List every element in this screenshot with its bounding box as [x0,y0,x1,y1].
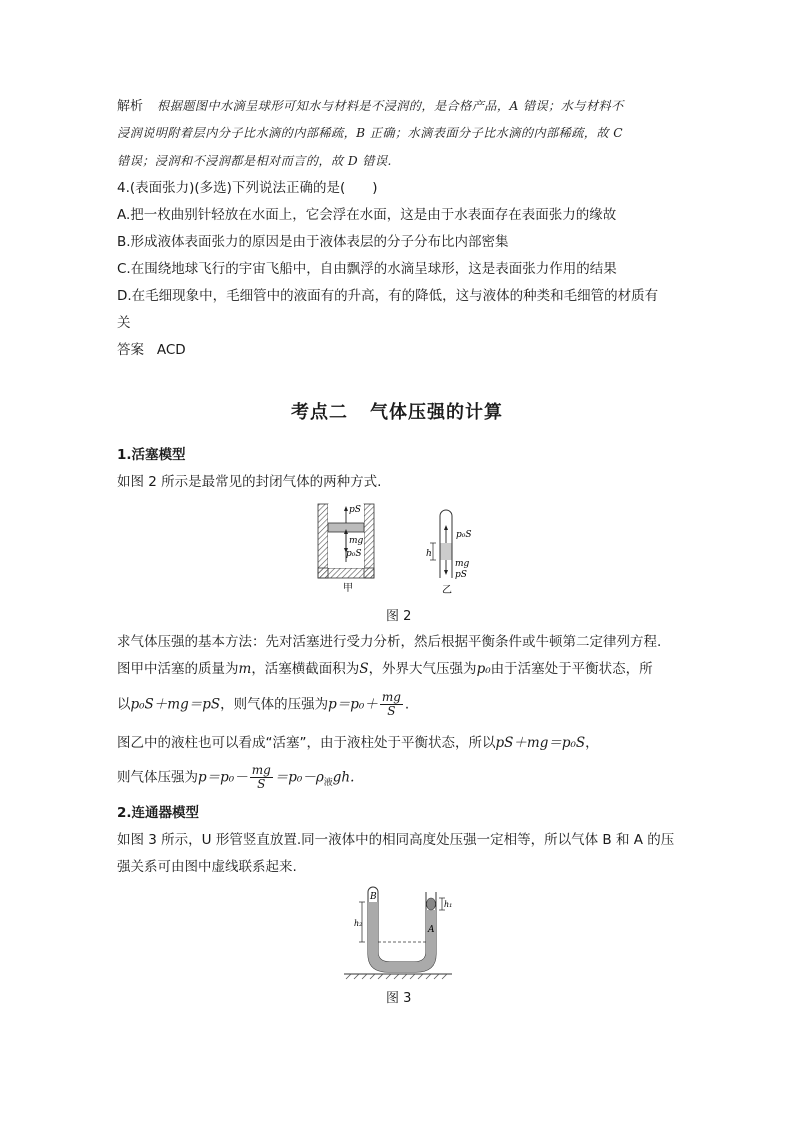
label-mg: mg [349,536,364,546]
piston-para-2: 以p₀S＋mg＝pS，则气体的压强为p＝p₀＋ $\frac{mg}{S}$ . [117,690,410,718]
piston-para-1: 图甲中活塞的质量为m，活塞横截面积为S，外界大气压强为p₀由于活塞处于平衡状态，所 [117,661,653,677]
option-c: C.在围绕地球飞行的宇宙飞船中，自由飘浮的水滴呈球形，这是表面张力作用的结果 [117,261,617,277]
answer [117,341,186,359]
explanation-label: 解析 [117,99,144,114]
label-A: A [428,925,435,935]
answer-value: ACD [156,342,186,358]
cylinder-jia [318,504,374,594]
option-b: B.形成液体表面张力的原因是由于液体表层的分子分布比内部密集 [117,234,509,250]
liquid-column [441,543,452,560]
label-jia: 甲 [343,583,353,594]
tube-yi [426,510,472,596]
piston-para-4: 则气体压强为p＝p₀－ $\frac{mg}{S}$ $=p_0-\rho_液gh$. [117,763,355,791]
label-pS: pS [349,505,361,515]
figure-3 [340,882,460,982]
fraction-mg-over-S-2: $\frac{mg}{S}$ [251,763,271,791]
piston-model-heading: 1.活塞模型 [117,447,186,463]
explanation-line-2: 浸润说明附着层内分子比水滴的内部稀疏，B 正确；水滴表面分子比水滴的内部稀疏，故 C [117,126,623,140]
explanation-line-3: 错误；浸润和不浸润都是相对而言的，故 D 错误. [117,154,392,168]
connector-line-2: 强关系可由图中虚线联系起来. [117,859,297,875]
option-d-continued: 关 [117,315,131,331]
figure-3-caption: 图 3 [386,991,412,1006]
label-B: B [370,892,377,902]
question-stem: 4.(表面张力)(多选)下列说法正确的是( ) [117,180,378,196]
label-h: h [426,549,432,559]
section-title: 考点二 气体压强的计算 [291,402,503,423]
option-a: A.把一枚曲别针轻放在水面上，它会浮在水面，这是由于水表面存在表面张力的缘故 [117,207,617,223]
label-mg-b: mg [455,559,470,569]
piston-model-intro: 如图 2 所示是最常见的封闭气体的两种方式. [117,474,382,490]
label-h1: h₁ [444,900,453,909]
label-yi: 乙 [442,585,452,596]
label-p0S: p₀S [346,549,362,559]
label-h2: h₂ [354,919,363,928]
explanation-line-1: 解析 根据题图中水滴呈球形可知水与材料是不浸润的，是合格产品，A 错误；水与材料不 [117,99,624,114]
fraction-mg-over-S: $\frac{mg}{S}$ [381,690,401,718]
answer-label: 答案 [117,342,144,358]
figure-2-caption: 图 2 [386,609,412,624]
connector-line-1: 如图 3 所示，U 形管竖直放置.同一液体中的相同高度处压强一定相等，所以气体 B 和 A 的压 [117,832,675,848]
label-p0S-b: p₀S [456,530,472,540]
method-text: 求气体压强的基本方法：先对活塞进行受力分析，然后根据平衡条件或牛顿第二定律列方程. [117,634,662,650]
label-pS-b: pS [455,570,467,580]
connector-model-heading: 2.连通器模型 [117,805,200,821]
option-d: D.在毛细现象中，毛细管中的液面有的升高，有的降低，这与液体的种类和毛细管的材质有 [117,288,659,304]
piston-para-3: 图乙中的液柱也可以看成“活塞”，由于液柱处于平衡状态，所以pS＋mg＝p₀S， [117,735,599,751]
figure-2 [312,500,512,596]
